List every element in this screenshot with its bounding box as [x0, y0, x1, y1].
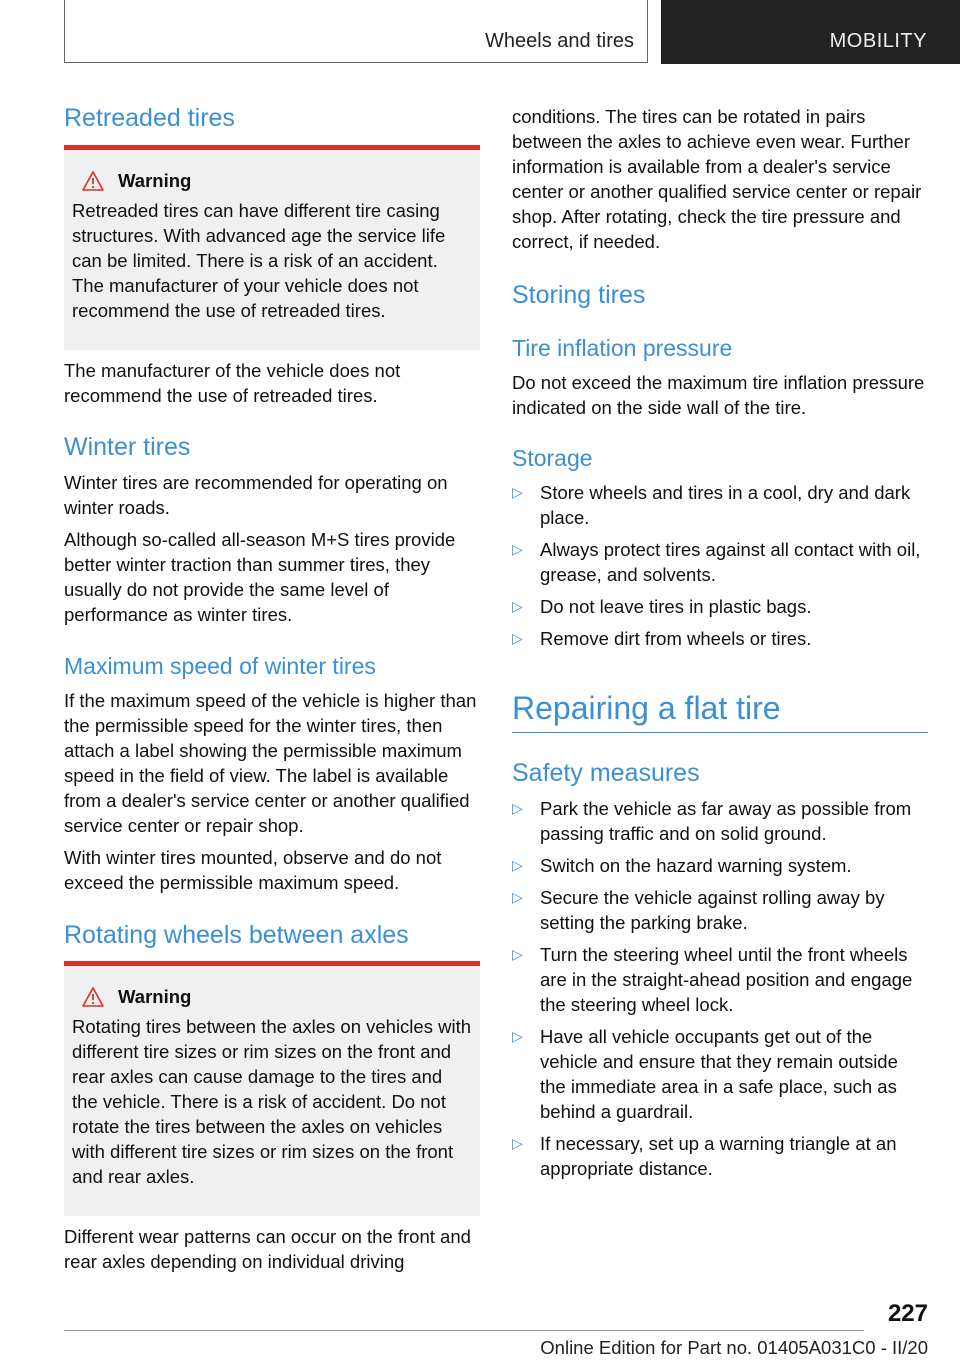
- warning-triangle-icon: [82, 171, 104, 191]
- page-number: 227: [887, 1300, 928, 1327]
- triangle-bullet-icon: ▷: [512, 598, 523, 614]
- heading-underline: [512, 732, 928, 733]
- list-item: ▷ Have all vehicle occupants get out of the vehicle and ensure that they remain outside the immediate area in a safe place, such as behind a guardrail.: [512, 1026, 898, 1122]
- list-item: ▷ Always protect tires against all contact with oil, grease, and solvents.: [512, 539, 921, 585]
- warning-box-retreaded: [64, 145, 480, 350]
- heading-tire-inflation-pressure: Tire inflation pressure: [512, 335, 733, 361]
- triangle-bullet-icon: ▷: [512, 541, 523, 557]
- paragraph-rotating: Different wear patterns can occur on the front and rear axles depending on individual driving: [64, 1226, 471, 1272]
- triangle-bullet-icon: ▷: [512, 630, 523, 646]
- heading-storage: Storage: [512, 445, 593, 471]
- storage-list: [512, 480, 928, 658]
- list-item: ▷ Park the vehicle as far away as possible from passing traffic and on solid ground.: [512, 798, 912, 844]
- paragraph-inflation: Do not exceed the maximum tire inflation pressure indicated on the side wall of the tire.: [512, 372, 925, 418]
- heading-retreaded-tires: Retreaded tires: [64, 104, 235, 132]
- heading-safety-measures: Safety measures: [512, 759, 700, 787]
- heading-winter-tires: Winter tires: [64, 433, 191, 461]
- warning-triangle-icon: [82, 987, 104, 1007]
- triangle-bullet-icon: ▷: [512, 1028, 523, 1044]
- warning-text: Rotating tires between the axles on vehicles with different tire sizes or rim sizes on the front and rear axles can cause damage to the tires and the vehicle. There is a risk of accident. Do not rotate the tires between the axles on vehicles with different tire sizes or rim sizes on the front and rear axles.: [72, 1016, 471, 1187]
- warning-title: Warning: [118, 170, 192, 191]
- paragraph-winter-1: Winter tires are recommended for operating on winter roads.: [64, 472, 448, 518]
- list-item: ▷ Remove dirt from wheels or tires.: [512, 628, 812, 649]
- triangle-bullet-icon: ▷: [512, 800, 523, 816]
- paragraph-max-speed-2: With winter tires mounted, observe and do not exceed the permissible maximum speed.: [64, 847, 442, 893]
- heading-storing-tires: Storing tires: [512, 281, 646, 309]
- warning-title: Warning: [118, 986, 192, 1007]
- header-chapter-title: MOBILITY: [829, 30, 927, 52]
- list-item: ▷ Do not leave tires in plastic bags.: [512, 596, 812, 617]
- heading-rotating-wheels: Rotating wheels between axles: [64, 921, 409, 949]
- triangle-bullet-icon: ▷: [512, 889, 523, 905]
- paragraph-winter-2: Although so-called all-season M+S tires provide better winter traction than summer tires, they usually do not provide the same level of performance as winter tires.: [64, 529, 456, 625]
- warning-header: [82, 986, 472, 1008]
- warning-header: [82, 170, 472, 192]
- footer-rule: [64, 1330, 864, 1331]
- header-section-title: Wheels and tires: [485, 30, 634, 52]
- triangle-bullet-icon: ▷: [512, 484, 523, 500]
- heading-repairing-flat-tire: Repairing a flat tire: [512, 690, 781, 726]
- list-item: ▷ Secure the vehicle against rolling away by setting the parking brake.: [512, 887, 885, 933]
- heading-max-speed-winter: Maximum speed of winter tires: [64, 653, 376, 679]
- header-chapter-tab: [661, 0, 960, 64]
- footer-edition: Online Edition for Part no. 01405A031C0 - II/20: [540, 1337, 928, 1358]
- list-item: ▷ Store wheels and tires in a cool, dry and dark place.: [512, 482, 911, 528]
- warning-text: Retreaded tires can have different tire casing structures. With advanced age the service life can be limited. There is a risk of an accident. The manufacturer of your vehicle does not recommend the use of retreaded tires.: [72, 200, 446, 321]
- list-item: ▷ Turn the steering wheel until the front wheels are in the straight-ahead position and engage the steering wheel lock.: [512, 944, 913, 1015]
- paragraph-rotating-continued: conditions. The tires can be rotated in pairs between the axles to achieve even wear. Further information is available from a dealer's service center or another qualified service center or repair shop. After rotating, check the tire pressure and correct, if needed.: [512, 106, 922, 252]
- list-item: ▷ If necessary, set up a warning triangle at an appropriate distance.: [512, 1133, 897, 1179]
- triangle-bullet-icon: ▷: [512, 946, 523, 962]
- safety-list: [512, 796, 928, 1188]
- triangle-bullet-icon: ▷: [512, 857, 523, 873]
- list-item: ▷ Switch on the hazard warning system.: [512, 855, 852, 876]
- paragraph-max-speed-1: If the maximum speed of the vehicle is higher than the permissible speed for the winter tires, then attach a label showing the permissible maximum speed in the field of view. The label is available from a dealer's service center or another qualified service center or repair shop.: [64, 690, 477, 836]
- paragraph-retreaded: The manufacturer of the vehicle does not recommend the use of retreaded tires.: [64, 360, 401, 406]
- triangle-bullet-icon: ▷: [512, 1135, 523, 1151]
- warning-box-rotating: [64, 961, 480, 1216]
